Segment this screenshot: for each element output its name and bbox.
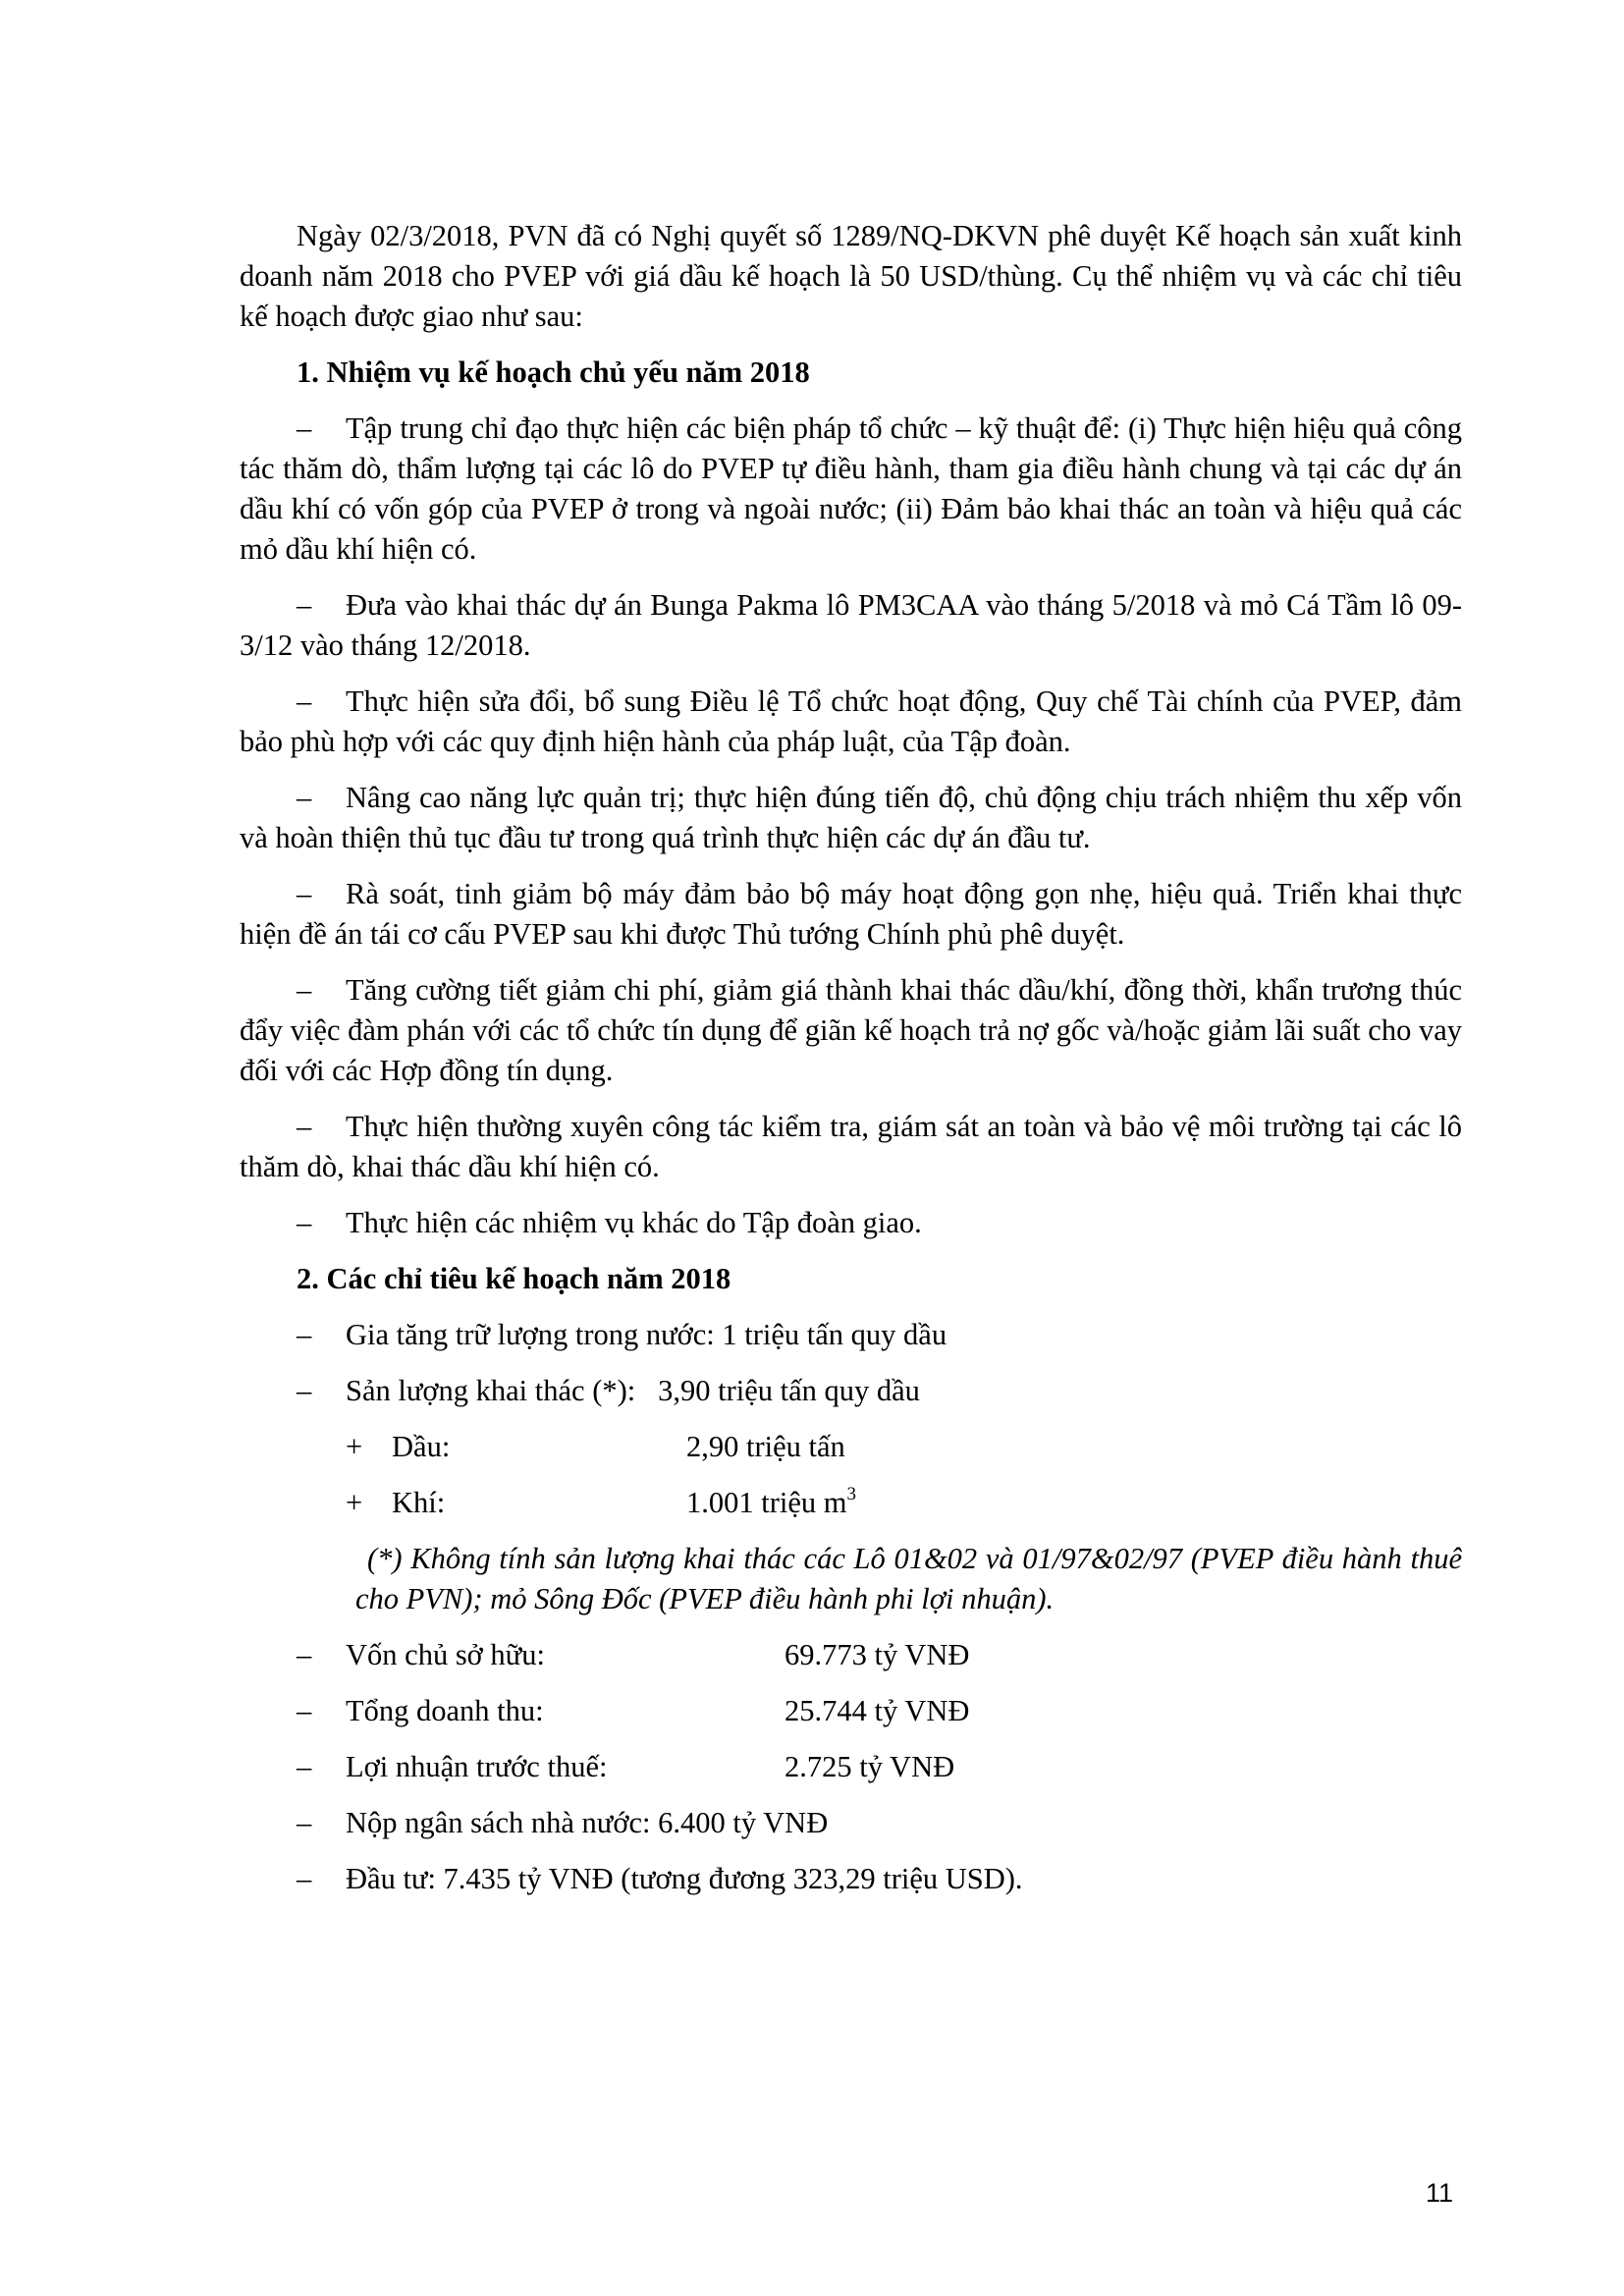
gas-value: 1.001 triệu m — [686, 1486, 847, 1519]
list-item-text: Thực hiện sửa đổi, bổ sung Điều lệ Tổ chức hoạt động, Quy chế Tài chính của PVEP, đảm bảo phù hợp với các quy định hiện hành của pháp luật, của Tập đoàn. — [240, 684, 1462, 758]
dash-bullet: – — [297, 1638, 312, 1671]
list-item-text: Tập trung chỉ đạo thực hiện các biện pháp tổ chức – kỹ thuật để: (i) Thực hiện hiệu quả công tác thăm dò, thẩm lượng tại các lô do PVEP tự điều hành, tham gia điều hành chung và tại các dự án dầu khí có vốn góp của PVEP ở trong và ngoài nước; (ii) Đảm bảo khai thác an toàn và hiệu quả các mỏ dầu khí hiện có. — [240, 411, 1462, 566]
target-investment — [240, 1859, 1462, 1899]
dash-bullet: – — [297, 1750, 312, 1783]
profit-label: Lợi nhuận trước thuế: — [346, 1750, 608, 1783]
production-label: Sản lượng khai thác (*): — [346, 1374, 636, 1407]
dash-bullet: – — [297, 1806, 312, 1839]
oil-value: 2,90 triệu tấn — [686, 1430, 845, 1463]
section-1-heading: 1. Nhiệm vụ kế hoạch chủ yếu năm 2018 — [297, 355, 810, 389]
dash-bullet: – — [297, 411, 312, 445]
page-number: 11 — [1425, 2178, 1453, 2208]
list-item-text: Thực hiện các nhiệm vụ khác do Tập đoàn giao. — [346, 1206, 922, 1239]
list-item — [240, 874, 1462, 955]
page-content — [240, 216, 1462, 1915]
dash-bullet: – — [297, 684, 312, 718]
list-item — [240, 970, 1462, 1091]
dash-bullet: – — [297, 781, 312, 814]
plus-bullet: + — [346, 1430, 363, 1463]
gas-unit-superscript: 3 — [846, 1483, 856, 1504]
plus-bullet: + — [346, 1486, 363, 1519]
list-item — [240, 778, 1462, 858]
dash-bullet: – — [297, 1374, 312, 1407]
list-item-text: Nâng cao năng lực quản trị; thực hiện đúng tiến độ, chủ động chịu trách nhiệm thu xếp vốn và hoàn thiện thủ tục đầu tư trong quá trình thực hiện các dự án đầu tư. — [240, 781, 1462, 854]
dash-bullet: – — [297, 1206, 312, 1239]
target-reserves-text: Gia tăng trữ lượng trong nước: 1 triệu tấn quy dầu — [346, 1318, 947, 1351]
target-production — [240, 1371, 1462, 1411]
revenue-value: 25.744 tỷ VNĐ — [785, 1694, 970, 1727]
target-reserves — [240, 1315, 1462, 1355]
target-oil — [240, 1427, 1462, 1467]
list-item — [240, 409, 1462, 570]
target-budget-text: Nộp ngân sách nhà nước: 6.400 tỷ VNĐ — [346, 1806, 829, 1839]
dash-bullet: – — [297, 1110, 312, 1143]
list-item — [240, 682, 1462, 762]
gas-label: Khí: — [392, 1486, 446, 1519]
target-equity — [240, 1635, 1462, 1675]
list-item-text: Đưa vào khai thác dự án Bunga Pakma lô PM3CAA vào tháng 5/2018 và mỏ Cá Tầm lô 09-3/12 vào tháng 12/2018. — [240, 588, 1462, 662]
section-2-heading: 2. Các chỉ tiêu kế hoạch năm 2018 — [297, 1262, 731, 1295]
dash-bullet: – — [297, 1694, 312, 1727]
target-budget — [240, 1803, 1462, 1843]
list-item — [240, 585, 1462, 666]
target-gas — [240, 1483, 1462, 1523]
list-item-text: Rà soát, tinh giảm bộ máy đảm bảo bộ máy hoạt động gọn nhẹ, hiệu quả. Triển khai thực hiện đề án tái cơ cấu PVEP sau khi được Thủ tướng Chính phủ phê duyệt. — [240, 877, 1462, 951]
oil-label: Dầu: — [392, 1430, 451, 1463]
equity-value: 69.773 tỷ VNĐ — [785, 1638, 970, 1671]
target-profit — [240, 1747, 1462, 1787]
revenue-label: Tổng doanh thu: — [346, 1694, 544, 1727]
dash-bullet: – — [297, 1318, 312, 1351]
target-investment-text: Đầu tư: 7.435 tỷ VNĐ (tương đương 323,29 triệu USD). — [346, 1862, 1023, 1895]
target-revenue — [240, 1691, 1462, 1731]
production-value: 3,90 triệu tấn quy dầu — [658, 1374, 920, 1407]
dash-bullet: – — [297, 588, 312, 622]
dash-bullet: – — [297, 1862, 312, 1895]
dash-bullet: – — [297, 877, 312, 910]
profit-value: 2.725 tỷ VNĐ — [785, 1750, 955, 1783]
list-item-text: Tăng cường tiết giảm chi phí, giảm giá thành khai thác dầu/khí, đồng thời, khẩn trương thúc đẩy việc đàm phán với các tổ chức tín dụng để giãn kế hoạch trả nợ gốc và/hoặc giảm lãi suất cho vay đối với các Hợp đồng tín dụng. — [240, 973, 1462, 1087]
dash-bullet: – — [297, 973, 312, 1007]
list-item-text: Thực hiện thường xuyên công tác kiểm tra, giám sát an toàn và bảo vệ môi trường tại các lô thăm dò, khai thác dầu khí hiện có. — [240, 1110, 1462, 1183]
list-item — [240, 1107, 1462, 1187]
list-item — [240, 1203, 1462, 1243]
production-footnote: (*) Không tính sản lượng khai thác các Lô 01&02 và 01/97&02/97 (PVEP điều hành thuê cho PVN); mỏ Sông Đốc (PVEP điều hành phi lợi nhuận). — [355, 1542, 1462, 1615]
equity-label: Vốn chủ sở hữu: — [346, 1638, 545, 1671]
intro-paragraph: Ngày 02/3/2018, PVN đã có Nghị quyết số 1289/NQ-DKVN phê duyệt Kế hoạch sản xuất kinh doanh năm 2018 cho PVEP với giá dầu kế hoạch là 50 USD/thùng. Cụ thể nhiệm vụ và các chỉ tiêu kế hoạch được giao như sau: — [240, 219, 1462, 333]
